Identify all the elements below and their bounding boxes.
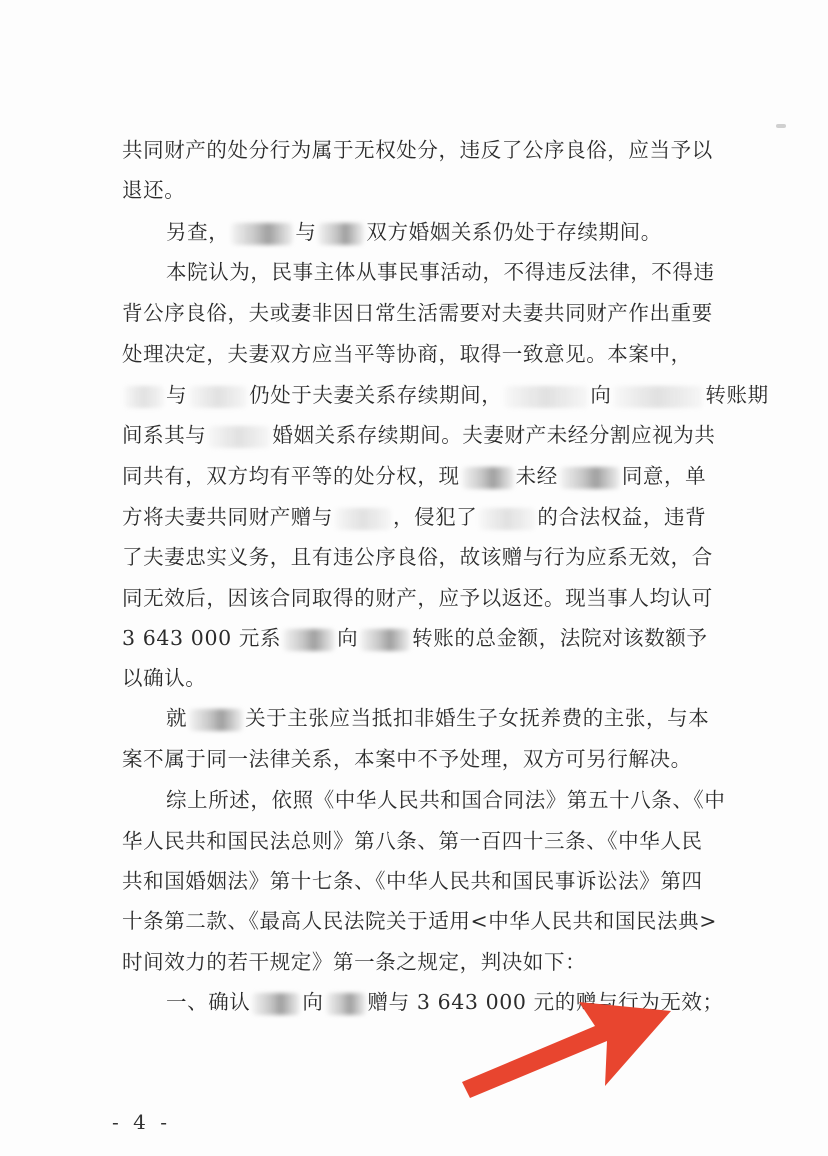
text: 另查， xyxy=(166,220,230,244)
text: 与 xyxy=(166,383,188,407)
text: 的合法权益，违背 xyxy=(537,505,707,529)
text: 方将夫妻共同财产赠与 xyxy=(122,505,333,529)
text: 3 643 000 元系 xyxy=(122,626,282,650)
text: 就 xyxy=(166,706,188,730)
text: 同意，单 xyxy=(621,464,707,488)
text: 退还。 xyxy=(122,178,186,202)
text: 同无效后，因该合同取得的财产，应予以返还。现当事人均认可 xyxy=(122,586,713,610)
text: 关于主张应当抵扣非婚生子女抚养费的主张，与本 xyxy=(245,706,710,730)
text: 了夫妻忠实义务，且有违公序良俗，故该赠与行为应系无效，合 xyxy=(122,545,713,569)
text: 赠与 3 643 000 元的赠与行为无效； xyxy=(367,990,724,1014)
text: 华人民共和国民法总则》第八条、第一百四十三条、《中华人民 xyxy=(122,829,703,853)
text: 双方婚姻关系仍处于存续期间。 xyxy=(366,220,662,244)
text: 处理决定，夫妻双方应当平等协商，取得一致意见。本案中， xyxy=(122,342,692,366)
text: 间系其与 xyxy=(122,423,207,447)
text: 案不属于同一法律关系，本案中不予处理，双方可另行解决。 xyxy=(122,747,692,771)
text: 一、确认 xyxy=(166,990,251,1014)
text: 仍处于夫妻关系存续期间， xyxy=(249,383,503,407)
text: 共和国婚姻法》第十七条、《中华人民共和国民事诉讼法》第四 xyxy=(122,869,703,893)
text: 共同财产的处分行为属于无权处分，违反了公序良俗，应当予以 xyxy=(122,138,713,162)
text: 背公序良俗，夫或妻非因日常生活需要对夫妻共同财产作出重要 xyxy=(122,301,713,325)
text: 十条第二款、《最高人民法院关于适用<中华人民共和国民法典> xyxy=(122,909,718,933)
text: 婚姻关系存续期间。夫妻财产未经分割应视为共 xyxy=(272,423,716,447)
text: 本院认为，民事主体从事民事活动，不得违反法律，不得违 xyxy=(166,260,715,284)
text: 同共有，双方均有平等的处分权，现 xyxy=(122,464,460,488)
text: 未经 xyxy=(515,464,558,488)
text: 转账期 xyxy=(705,383,769,407)
text: 向 xyxy=(337,626,359,650)
text: 向 xyxy=(590,383,612,407)
page-number: - 4 - xyxy=(112,1110,171,1134)
text: 与 xyxy=(295,220,317,244)
text: 综上所述，依照《中华人民共和国合同法》第五十八条、《中 xyxy=(166,788,726,812)
text: ，侵犯了 xyxy=(393,505,478,529)
text: 时间效力的若干规定》第一条之规定，判决如下： xyxy=(122,950,587,974)
text: 以确认。 xyxy=(122,666,207,690)
text: 转账的总金额，法院对该数额予 xyxy=(412,626,708,650)
text: 向 xyxy=(302,990,324,1014)
